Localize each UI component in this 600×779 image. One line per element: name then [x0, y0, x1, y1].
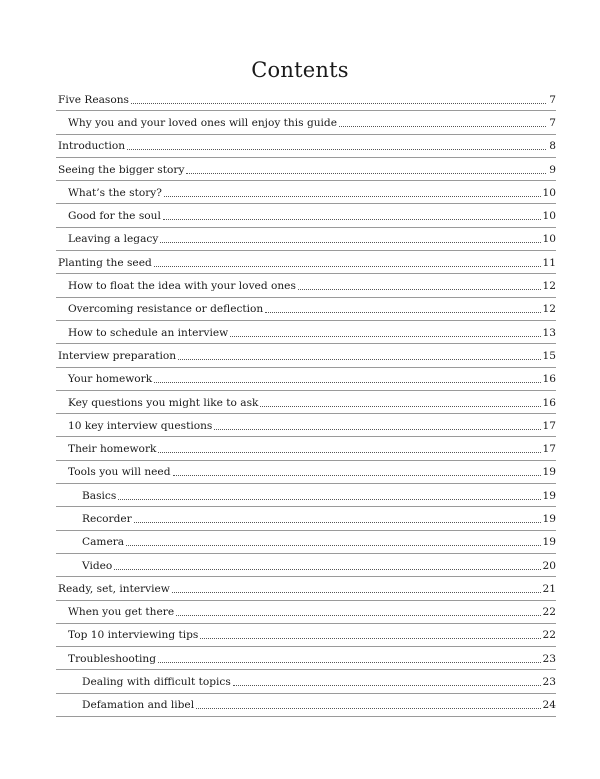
toc-entry[interactable]: [56, 507, 556, 530]
toc-entry[interactable]: [56, 344, 556, 367]
toc-entry-page-number: 10: [542, 210, 556, 223]
dot-leader: [230, 335, 540, 337]
toc-entry-page-number: 19: [542, 466, 556, 479]
toc-entry-page-number: 22: [542, 606, 556, 619]
toc-entry-label: Your homework: [68, 373, 153, 386]
dot-leader: [200, 637, 540, 639]
dot-leader: [154, 265, 541, 267]
toc-entry-page-number: 12: [542, 303, 556, 316]
dot-leader: [160, 241, 540, 243]
toc-entry[interactable]: [56, 414, 556, 437]
toc-entry[interactable]: [56, 321, 556, 344]
toc-entry-label: Five Reasons: [58, 93, 129, 106]
toc-entry[interactable]: [56, 601, 556, 624]
toc-entry-label: Why you and your loved ones will enjoy this guide: [68, 116, 337, 129]
contents-title: Contents: [251, 58, 349, 82]
toc-entry-page-number: 19: [542, 536, 556, 549]
dot-leader: [214, 428, 540, 430]
toc-entry-page-number: 7: [549, 116, 556, 129]
toc-entry-label: Key questions you might like to ask: [68, 396, 259, 409]
toc-entry[interactable]: [56, 111, 556, 134]
toc-entry-label: Video: [82, 559, 113, 572]
toc-entry-label: Troubleshooting: [68, 652, 157, 665]
toc-entry-label: Defamation and libel: [82, 699, 195, 712]
toc-entry[interactable]: [56, 298, 556, 321]
dot-leader: [154, 381, 540, 383]
toc-entry-label: 10 key interview questions: [68, 419, 213, 432]
toc-entry-page-number: 19: [542, 512, 556, 525]
toc-entry-label: Camera: [82, 536, 125, 549]
toc-entry[interactable]: [56, 228, 556, 251]
toc-entry-page-number: 17: [542, 443, 556, 456]
toc-entry-label: Their homework: [68, 443, 157, 456]
toc-entry-label: What’s the story?: [68, 186, 162, 199]
toc-entry-label: How to float the idea with your loved ones: [68, 280, 296, 293]
dot-leader: [134, 521, 541, 523]
toc-entry-page-number: 11: [542, 256, 556, 269]
toc-entry[interactable]: [56, 437, 556, 460]
dot-leader: [265, 311, 540, 313]
toc-entry[interactable]: [56, 670, 556, 693]
toc-entry-page-number: 15: [542, 349, 556, 362]
toc-entry[interactable]: [56, 577, 556, 600]
toc-entry-page-number: 10: [542, 186, 556, 199]
toc-entry[interactable]: [56, 647, 556, 670]
toc-entry-page-number: 10: [542, 233, 556, 246]
toc-entry-page-number: 23: [542, 652, 556, 665]
dot-leader: [186, 172, 546, 174]
dot-leader: [178, 358, 540, 360]
dot-leader: [158, 451, 540, 453]
dot-leader: [176, 614, 540, 616]
dot-leader: [298, 288, 541, 290]
toc-entry-page-number: 20: [542, 559, 556, 572]
toc-entry-page-number: 23: [542, 676, 556, 689]
toc-entry[interactable]: [56, 158, 556, 181]
dot-leader: [339, 125, 546, 127]
toc-entry-label: Ready, set, interview: [58, 582, 170, 595]
toc-entry-label: Dealing with difficult topics: [82, 676, 231, 689]
toc-entry[interactable]: [56, 484, 556, 507]
toc-entry-page-number: 16: [542, 373, 556, 386]
toc-entry-page-number: 24: [542, 699, 556, 712]
toc-entry-page-number: 7: [549, 93, 556, 106]
toc-entry-label: Good for the soul: [68, 210, 161, 223]
toc-entry-label: Introduction: [58, 140, 126, 153]
toc-entry-page-number: 17: [542, 419, 556, 432]
toc-entry[interactable]: [56, 461, 556, 484]
dot-leader: [233, 684, 541, 686]
toc-entry-page-number: 16: [542, 396, 556, 409]
toc-entry[interactable]: [56, 274, 556, 297]
toc-entry[interactable]: [56, 135, 556, 158]
dot-leader: [127, 148, 546, 150]
dot-leader: [131, 102, 546, 104]
toc-entry-label: Interview preparation: [58, 349, 177, 362]
toc-entry-label: When you get there: [68, 606, 175, 619]
toc-entry-label: Leaving a legacy: [68, 233, 159, 246]
toc-entry-page-number: 12: [542, 280, 556, 293]
toc-entry-label: Basics: [82, 489, 117, 502]
toc-entry[interactable]: [56, 251, 556, 274]
toc-entry[interactable]: [56, 88, 556, 111]
dot-leader: [118, 498, 540, 500]
toc-entry-page-number: 19: [542, 489, 556, 502]
toc-entry-label: How to schedule an interview: [68, 326, 229, 339]
toc-entry[interactable]: [56, 624, 556, 647]
toc-entry-page-number: 22: [542, 629, 556, 642]
dot-leader: [126, 544, 540, 546]
toc-entry-page-number: 21: [542, 582, 556, 595]
dot-leader: [260, 405, 540, 407]
toc-entry-page-number: 9: [549, 163, 556, 176]
dot-leader: [196, 707, 540, 709]
toc-entry-label: Top 10 interviewing tips: [68, 629, 199, 642]
toc-entry-label: Recorder: [82, 512, 132, 525]
toc-entry-label: Planting the seed: [58, 256, 152, 269]
toc-entry-label: Overcoming resistance or deflection: [68, 303, 264, 316]
dot-leader: [158, 661, 540, 663]
toc-entry-page-number: 8: [549, 140, 556, 153]
toc-entry[interactable]: [56, 554, 556, 577]
table-of-contents: [56, 88, 556, 717]
dot-leader: [163, 218, 541, 220]
dot-leader: [164, 195, 541, 197]
toc-entry-page-number: 13: [542, 326, 556, 339]
toc-entry[interactable]: [56, 391, 556, 414]
toc-entry-label: Seeing the bigger story: [58, 163, 185, 176]
toc-entry[interactable]: [56, 368, 556, 391]
toc-entry[interactable]: [56, 181, 556, 204]
dot-leader: [172, 591, 541, 593]
toc-entry[interactable]: [56, 204, 556, 227]
dot-leader: [114, 568, 540, 570]
toc-entry[interactable]: [56, 694, 556, 717]
dot-leader: [173, 474, 541, 476]
toc-entry[interactable]: [56, 531, 556, 554]
toc-entry-label: Tools you will need: [68, 466, 171, 479]
